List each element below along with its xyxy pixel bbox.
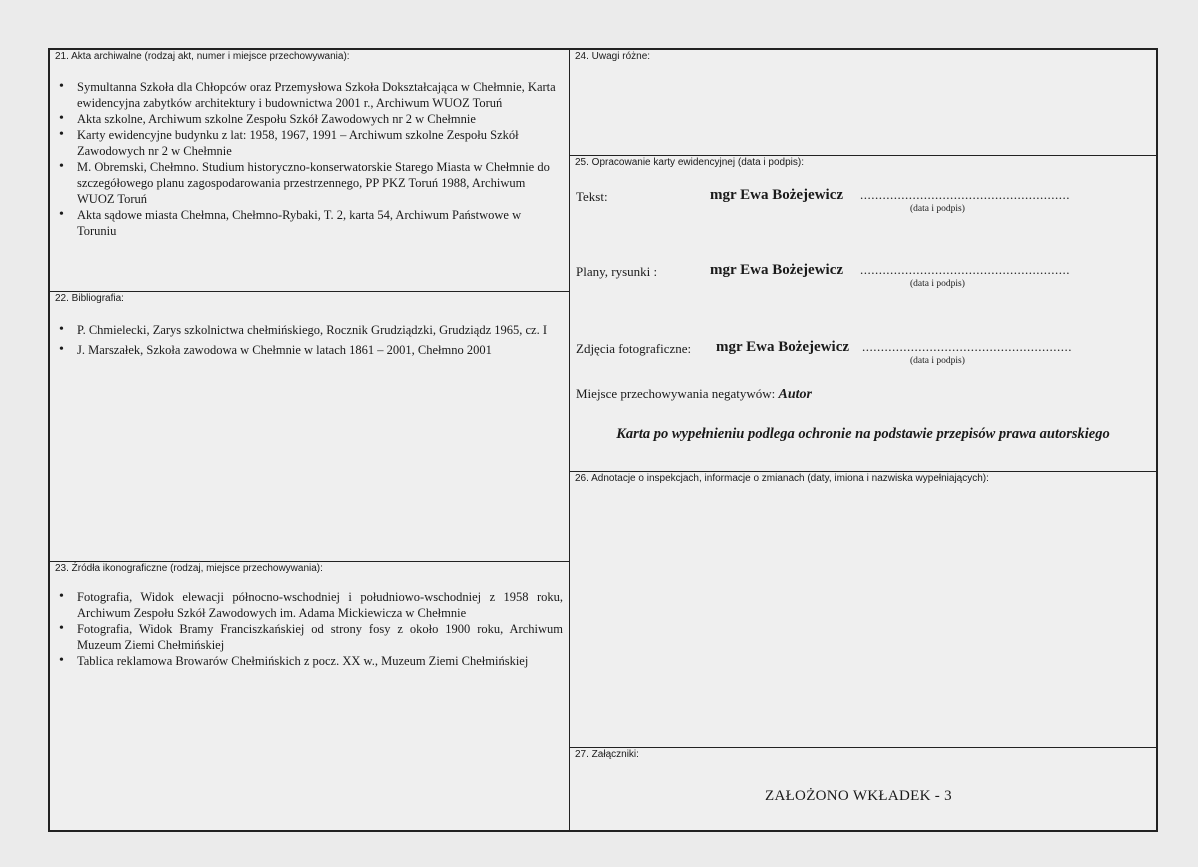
- list-item: • Karty ewidencyjne budynku z lat: 1958, 1967, 1991 – Archiwum szkolne Zespołu Szkół Zawodowych nr 2 w Chełmnie: [50, 127, 563, 159]
- signature-label: Zdjęcia fotograficzne:: [576, 341, 692, 356]
- list-item: • Akta szkolne, Archiwum szkolne Zespołu Szkół Zawodowych nr 2 w Chełmnie: [50, 111, 563, 127]
- section-26-annotations: [569, 471, 1157, 748]
- list-item: • J. Marszałek, Szkoła zawodowa w Chełmnie w latach 1861 – 2001, Chełmno 2001: [50, 342, 563, 358]
- signature-label: Plany, rysunki :: [576, 264, 658, 279]
- signature-line: ........................................................: [862, 339, 1072, 354]
- section-25-header: 25. Opracowanie karty ewidencyjnej (data i podpis):: [575, 157, 805, 168]
- section-25-card-preparation: [569, 155, 1157, 472]
- list-item: • Akta sądowe miasta Chełmna, Chełmno-Rybaki, T. 2, karta 54, Archiwum Państwowe w Toruniu: [50, 207, 563, 239]
- section-27-header: 27. Załączniki:: [575, 749, 639, 760]
- section-24-remarks: [569, 49, 1157, 156]
- section-23-iconographic-sources: [49, 561, 570, 831]
- iconographic-sources-list: [50, 589, 569, 669]
- date-signature-caption: (data i podpis): [910, 204, 965, 214]
- negatives-storage: [576, 386, 1150, 403]
- list-item: • Fotografia, Widok Bramy Franciszkańskiej od strony fosy z około 1900 roku, Archiwum Muzeum Ziemi Chełmińskiej: [50, 621, 563, 653]
- section-26-header: 26. Adnotacje o inspekcjach, informacje o zmianach (daty, imiona i nazwiska wypełniających):: [575, 473, 989, 484]
- copyright-notice: Karta po wypełnieniu podlega ochronie na podstawie przepisów prawa autorskiego: [616, 426, 1110, 442]
- list-item: • Symultanna Szkoła dla Chłopców oraz Przemysłowa Szkoła Dokształcająca w Chełmnie, Karta ewidencyjna zabytków architektury i budownictwa 2001 r., Archiwum WUOZ Toruń: [50, 79, 563, 111]
- negatives-value: Autor: [778, 387, 812, 402]
- bibliography-list: [50, 322, 569, 358]
- negatives-label: Miejsce przechowywania negatywów:: [576, 386, 776, 401]
- section-21-header: 21. Akta archiwalne (rodzaj akt, numer i miejsce przechowywania):: [55, 51, 350, 62]
- signature-row-plans: [576, 261, 1150, 295]
- date-signature-caption: (data i podpis): [910, 356, 965, 366]
- author-name: mgr Ewa Bożejewicz: [710, 262, 844, 278]
- signature-row-text: [576, 186, 1150, 220]
- author-name: mgr Ewa Bożejewicz: [716, 339, 850, 355]
- list-item: • M. Obremski, Chełmno. Studium historyczno-konserwatorskie Starego Miasta w Chełmnie do szczegółowego planu zagospodarowania przestrzennego, PP PKZ Toruń 1988, Archiwum WUOZ Toruń: [50, 159, 563, 207]
- section-21-archival-records: [49, 49, 570, 292]
- section-22-header: 22. Bibliografia:: [55, 293, 124, 304]
- attachments-value: ZAŁOŻONO WKŁADEK - 3: [765, 788, 952, 804]
- date-signature-caption: (data i podpis): [910, 279, 965, 289]
- list-item: • Tablica reklamowa Browarów Chełmińskich z pocz. XX w., Muzeum Ziemi Chełmińskiej: [50, 653, 563, 669]
- section-27-attachments: [569, 747, 1157, 831]
- section-24-header: 24. Uwagi różne:: [575, 51, 651, 62]
- archival-records-list: [50, 79, 569, 239]
- signature-row-photos: [576, 338, 1150, 372]
- signature-line: ........................................................: [860, 187, 1070, 202]
- signature-label: Tekst:: [576, 189, 608, 204]
- record-card-page: [48, 48, 1158, 832]
- author-name: mgr Ewa Bożejewicz: [710, 187, 844, 203]
- signature-line: ........................................................: [860, 262, 1070, 277]
- section-23-header: 23. Źródła ikonograficzne (rodzaj, miejsce przechowywania):: [55, 563, 323, 574]
- list-item: • P. Chmielecki, Zarys szkolnictwa chełmińskiego, Rocznik Grudziądzki, Grudziądz 1965, cz. I: [50, 322, 563, 338]
- section-22-bibliography: [49, 291, 570, 562]
- list-item: • Fotografia, Widok elewacji północno-wschodniej i południowo-wschodniej z 1958 roku, Archiwum Zespołu Szkół Zawodowych im. Adama Mickiewicza w Chełmnie: [50, 589, 563, 621]
